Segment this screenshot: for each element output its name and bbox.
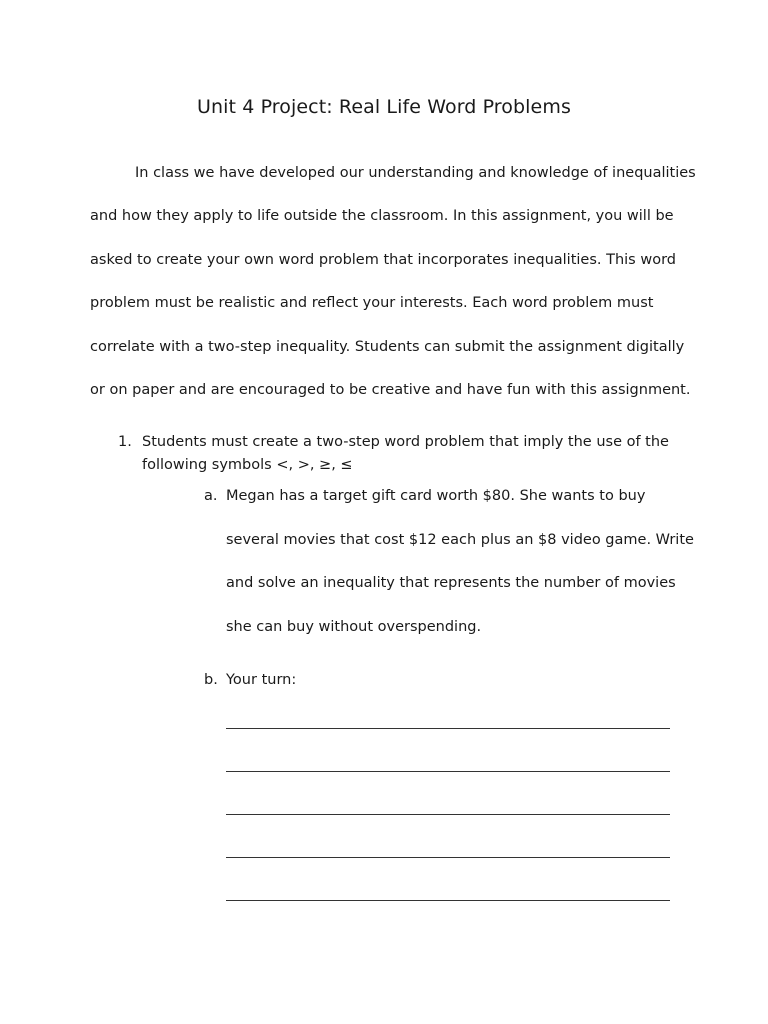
sub-item-line: she can buy without overspending. (226, 619, 482, 636)
sub-item-line: several movies that cost $12 each plus an $8 video game. Write (226, 531, 694, 548)
sub-item-text: Your turn: (226, 672, 297, 688)
list-item-text (142, 431, 672, 477)
intro-line: In class we have developed our understanding and knowledge of inequalities (135, 165, 696, 181)
sub-item-line: Megan has a target gift card worth $80. She wants to buy (226, 488, 646, 504)
list-number: 1. (118, 434, 132, 450)
answer-line[interactable] (226, 728, 670, 729)
answer-line[interactable] (226, 900, 670, 901)
intro-line: or on paper and are encouraged to be creative and have fun with this assignment. (90, 381, 691, 398)
intro-line: asked to create your own word problem that incorporates inequalities. This word (90, 251, 676, 268)
list-item-line: Students must create a two-step word problem that imply the use of the (142, 434, 669, 450)
intro-line: correlate with a two-step inequality. Students can submit the assignment digitally (90, 338, 685, 355)
sub-item-label: b. (204, 672, 218, 688)
answer-line[interactable] (226, 771, 670, 772)
sub-item-text (226, 484, 694, 659)
intro-line: and how they apply to life outside the classroom. In this assignment, you will be (90, 208, 674, 225)
intro-paragraph (90, 158, 696, 418)
answer-line[interactable] (226, 814, 670, 815)
sub-item-label: a. (204, 488, 218, 504)
intro-line: problem must be realistic and reflect your interests. Each word problem must (90, 295, 654, 312)
sub-item-line: and solve an inequality that represents the number of movies (226, 575, 676, 592)
list-item-line: following symbols <, >, ≥, ≤ (142, 457, 353, 473)
answer-line[interactable] (226, 857, 670, 858)
page-title: Unit 4 Project: Real Life Word Problems (197, 96, 571, 118)
